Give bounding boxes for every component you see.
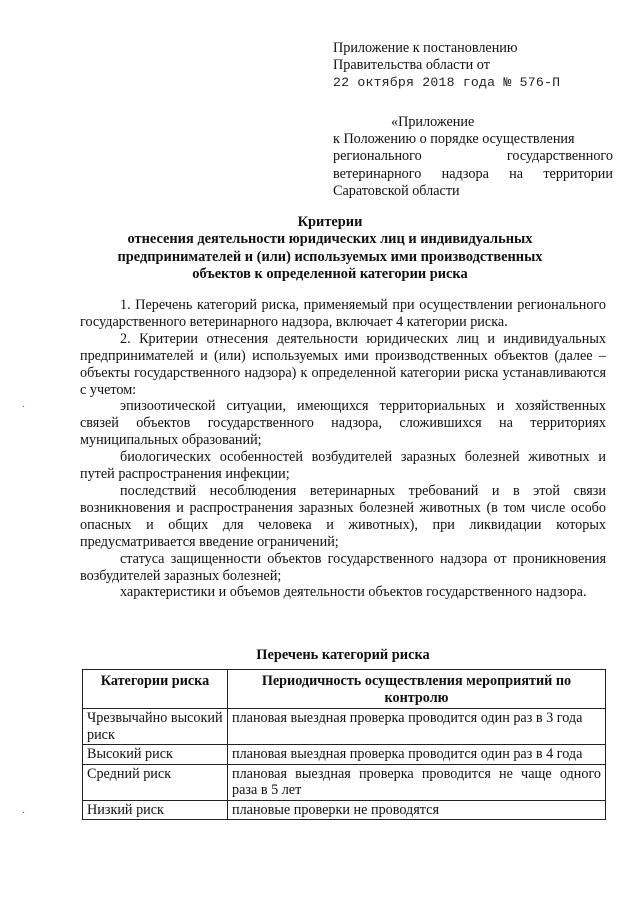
title-line-1: Критерии xyxy=(297,214,363,230)
risk-category-table xyxy=(82,669,606,820)
header-periodicity: Периодичность осуществления мероприятий по контролю xyxy=(228,670,606,709)
table-row xyxy=(83,709,606,745)
document-body xyxy=(80,297,606,601)
resolution-header xyxy=(333,40,613,91)
appendix-line-2: к Положению о порядке осуществления xyxy=(333,131,575,148)
title-line-3: предпринимателей и (или) используемых ими производственных xyxy=(117,248,543,265)
appendix-line-3: регионального государственного xyxy=(333,148,613,165)
header-line-1: Приложение к постановлению xyxy=(333,40,518,56)
paragraph-6: статуса защищенности объектов государственного надзора от проникновения возбудителей заразных болезней; xyxy=(80,550,606,584)
paragraph-7: характеристики и объемов деятельности объектов государственного надзора. xyxy=(120,584,587,601)
periodicity-cell: плановая выездная проверка проводится один раз в 4 года xyxy=(228,745,606,765)
paragraph-3: эпизоотической ситуации, имеющихся территориальных и хозяйственных связей объектов государственного надзора, сложившихся на территориях муниципальных образований; xyxy=(80,398,606,449)
table-row xyxy=(83,764,606,800)
header-date-number: 22 октября 2018 года № 576-П xyxy=(333,75,561,90)
table-header-row xyxy=(83,670,606,709)
scan-mark: · xyxy=(22,808,26,819)
paragraph-1: 1. Перечень категорий риска, применяемый при осуществлении регионального государственного ветеринарного надзора, включает 4 категории риска. xyxy=(80,297,606,330)
title-line-2: отнесения деятельности юридических лиц и индивидуальных xyxy=(127,231,533,248)
risk-category-cell: Чрезвычайно высокий риск xyxy=(83,709,228,745)
header-category: Категории риска xyxy=(83,670,228,709)
appendix-reference xyxy=(333,114,613,200)
periodicity-cell: плановая выездная проверка проводится один раз в 3 года xyxy=(228,709,606,745)
table-row xyxy=(83,745,606,765)
risk-category-cell: Высокий риск xyxy=(83,745,228,765)
risk-category-cell: Средний риск xyxy=(83,764,228,800)
periodicity-cell: плановая выездная проверка проводится не чаще одного раза в 5 лет xyxy=(228,764,606,800)
periodicity-cell: плановые проверки не проводятся xyxy=(228,800,606,820)
scan-mark: · xyxy=(22,402,26,413)
appendix-line-4: ветеринарного надзора на территории xyxy=(333,165,613,182)
appendix-line-5: Саратовской области xyxy=(333,182,460,199)
table-row xyxy=(83,800,606,820)
appendix-line-1: «Приложение xyxy=(391,114,475,130)
paragraph-2: 2. Критерии отнесения деятельности юридических лиц и индивидуальных предпринимателей и (или) используемых ими производственных объектов (далее – объекты государственного надзора) к определенной категории риска устанавливаются с учетом: xyxy=(80,330,606,398)
title-line-4: объектов к определенной категории риска xyxy=(192,266,468,283)
paragraph-4: биологических особенностей возбудителей заразных болезней животных и путей распространения инфекции; xyxy=(80,449,606,483)
risk-category-cell: Низкий риск xyxy=(83,800,228,820)
header-line-2: Правительства области от xyxy=(333,57,490,73)
table-title: Перечень категорий риска xyxy=(256,647,430,663)
paragraph-5: последствий несоблюдения ветеринарных требований и в этой связи возникновения и распространения заразных болезней животных (в том числе особо опасных и общих для человека и животных), при ликвидации которых предусматривается введение ограничений; xyxy=(80,482,606,550)
document-title xyxy=(80,214,580,284)
